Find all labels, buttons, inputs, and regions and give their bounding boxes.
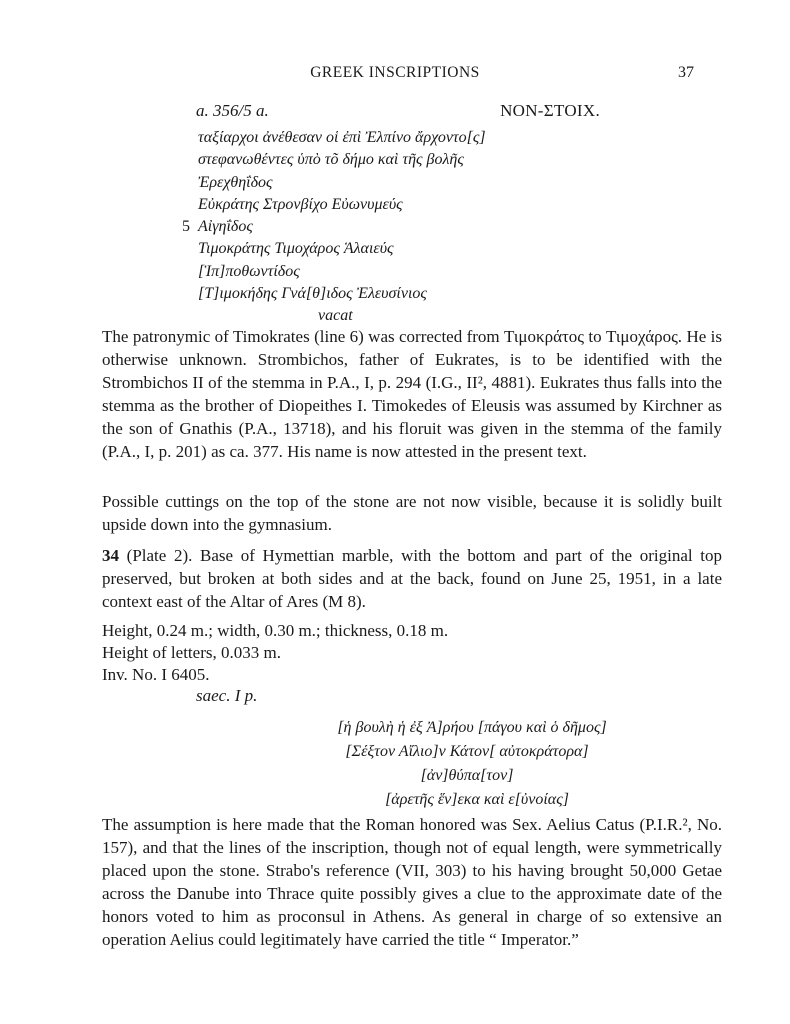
- inscription-text: [182, 127, 718, 328]
- entry-number: 34: [102, 546, 119, 565]
- entry-description: (Plate 2). Base of Hymettian marble, with the bottom and part of the original top preserved, but broken at both sides and at the back, found on June 25, 1951, in a late context east of the Altar of Ares (M 8).: [102, 546, 722, 611]
- inventory-number: Inv. No. I 6405.: [102, 665, 210, 684]
- inscription-date: a. 356/5 a.: [196, 101, 269, 120]
- inscription-line: [ἀρετῆς ἕν]εκα καὶ ε[ὐνοίας]: [385, 791, 569, 808]
- inscription-line: Τιμοκράτης Τιμοχάρος Ἁλαιεύς: [198, 240, 394, 258]
- running-head: GREEK INSCRIPTIONS: [310, 64, 480, 81]
- page-header: [0, 64, 790, 86]
- measurement-line: Height, 0.24 m.; width, 0.30 m.; thickness, 0.18 m.: [102, 621, 449, 640]
- inscription-heading: [196, 101, 600, 123]
- entry-34-commentary: The assumption is here made that the Roman honored was Sex. Aelius Catus (P.I.R.², No. 157), and that the lines of the inscription, though not of equal length, were symmetrically placed upon the stone. Strabo's reference (VII, 303) to his having brought 50,000 Getae across the Danube into Thrace quite possibly gives a clue to the approximate date of the honors voted to him as proconsul in Athens. As general in charge of so extensive an operation Aelius could legitimately have carried the title “ Imperator.”: [102, 815, 722, 949]
- commentary-paragraph: The patronymic of Timokrates (line 6) was corrected from Τιμοκράτος to Τιμοχάρος. He is otherwise unknown. Strombichos, father of Eukrates, is to be identified with the Strombichos II of the stemma in P.A., I, p. 294 (I.G., II², 4881). Eukrates thus falls into the stemma as the brother of Diopeithes I. Timokedes of Eleusis was assumed by Kirchner as the son of Gnathis (P.A., 13718), and his floruit was given in the stemma of the family (P.A., I, p. 201) as ca. 377. His name is now attested in the present text.: [102, 327, 722, 461]
- inscription-line: [ἡ βουλὴ ἡ ἐξ Ἀ]ρήου [πάγου καὶ ὁ δῆμος]: [337, 719, 607, 736]
- inscription-line: [Ἱπ]ποθωντίδος: [198, 262, 300, 280]
- inscription-style: NON-ΣΤΟΙΧ.: [500, 101, 600, 120]
- inscription-line: [Σέξτον Αἴλιο]ν Κάτον[ αὐτοκράτορα]: [345, 743, 589, 760]
- commentary-paragraph: Possible cuttings on the top of the stone are not now visible, because it is solidly built upside down into the gymnasium.: [102, 492, 722, 534]
- inscription-vacat: vacat: [318, 307, 353, 325]
- inscription-line: [Τ]ιμοκήδης Γνά[θ]ιδος Ἐλευσίνιος: [198, 285, 427, 303]
- inscription-line: 5 Αἰγηΐδος: [198, 216, 718, 238]
- entry-34-date: saec. I p.: [196, 686, 258, 705]
- inscription-line: Εὐκράτης Στρονβίχο Εὐωνυμεύς: [198, 195, 403, 213]
- inscription-line: ταξίαρχοι ἀνέθεσαν οἱ ἐπὶ Ἐλπίνο ἄρχοντο[ς]: [198, 129, 486, 146]
- page-number: 37: [678, 64, 694, 81]
- entry-34-description: [102, 544, 722, 613]
- entry-34-inscription: [102, 716, 722, 812]
- inscription-line: [ἀν]θύπα[τον]: [420, 767, 514, 784]
- inscription-line: Ἐρεχθηΐδος: [198, 173, 273, 191]
- line-number: 5: [182, 218, 190, 236]
- measurement-line: Height of letters, 0.033 m.: [102, 643, 281, 662]
- measurements: [102, 620, 448, 686]
- inscription-line: στεφανωθέντες ὑπὸ τõ δήμο καὶ τῆς βολῆς: [198, 151, 464, 169]
